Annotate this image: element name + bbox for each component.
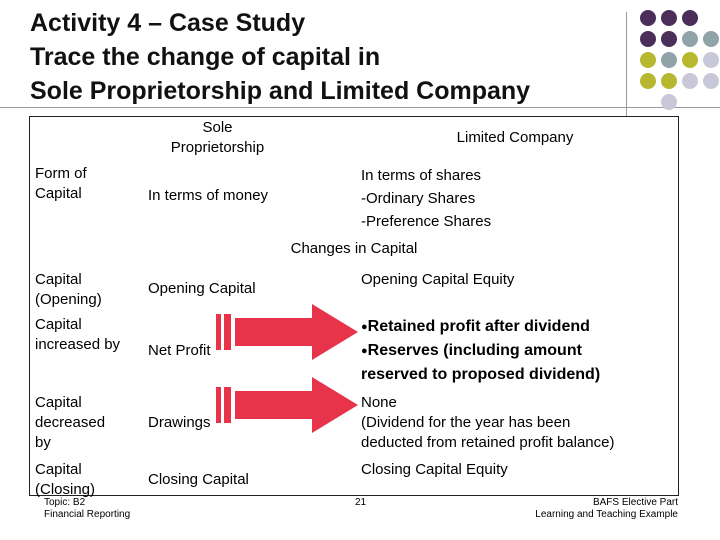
arrow-shape (235, 304, 358, 360)
opening-label-line-2: (Opening) (35, 291, 102, 308)
header-sole-proprietorship (140, 118, 295, 158)
decor-dot (640, 52, 656, 68)
decor-dot (640, 10, 656, 26)
decrease-arrow-icon (212, 375, 362, 435)
footer-course-line-1: BAFS Elective Part (592, 497, 678, 508)
footer-topic (44, 497, 130, 521)
form-limited-line-2: -Ordinary Shares (361, 190, 476, 207)
increased-limited-value (361, 315, 600, 386)
row-label-opening (35, 270, 102, 310)
arrow-bar (216, 387, 221, 423)
decreased-label-line-3: by (35, 434, 51, 451)
arrow-bar (216, 314, 221, 350)
decreased-limited-line-2: (Dividend for the year has been (361, 414, 571, 431)
closing-sole-value: Closing Capital (148, 471, 249, 488)
bullet-icon: ● (361, 345, 368, 357)
arrow-bar (224, 314, 231, 350)
form-limited-value (361, 164, 491, 233)
footer-course (480, 497, 678, 521)
form-label-line-1: Form of (35, 165, 87, 182)
decor-dot (661, 94, 677, 110)
decor-dot (640, 31, 656, 47)
decor-dot (682, 10, 698, 26)
decreased-label-line-1: Capital (35, 394, 82, 411)
decor-dot-grid (640, 10, 720, 120)
arrow-bar (224, 387, 231, 423)
decor-dot (682, 31, 698, 47)
decor-dot (703, 73, 719, 89)
row-label-decreased (35, 393, 105, 453)
title-line-2: Trace the change of capital in (30, 43, 381, 71)
header-sole-line-1: Sole (202, 119, 233, 136)
decor-dot (703, 52, 719, 68)
decor-dot (661, 10, 677, 26)
decor-dot (640, 73, 656, 89)
opening-sole-value: Opening Capital (148, 280, 256, 297)
decor-horizontal-line (0, 107, 720, 108)
decor-dot (661, 52, 677, 68)
opening-label-line-1: Capital (35, 271, 82, 288)
form-limited-line-1: In terms of shares (361, 167, 482, 184)
section-heading-changes-in-capital: Changes in Capital (290, 240, 418, 257)
decor-dot (682, 52, 698, 68)
footer-page-number: 21 (355, 497, 367, 508)
increased-bullet-2-continuation: reserved to proposed dividend) (361, 366, 601, 383)
decor-dot (661, 31, 677, 47)
increase-arrow-icon (212, 302, 362, 362)
header-limited-company: Limited Company (456, 129, 574, 146)
opening-limited-value: Opening Capital Equity (361, 271, 515, 288)
decreased-limited-line-3: deducted from retained profit balance) (361, 434, 615, 451)
slide-title (30, 6, 620, 108)
increased-sole-value: Net Profit (148, 342, 211, 359)
footer-course-line-2: Learning and Teaching Example (535, 509, 678, 520)
decor-dot (661, 73, 677, 89)
form-label-line-2: Capital (35, 185, 82, 202)
bullet-icon: ● (361, 321, 368, 333)
title-line-3: Sole Proprietorship and Limited Company (30, 77, 531, 105)
form-limited-line-3: -Preference Shares (361, 213, 492, 230)
decreased-limited-line-1: None (361, 394, 397, 411)
decor-dot (703, 31, 719, 47)
arrow-shape (235, 377, 358, 433)
decreased-limited-value (361, 393, 614, 453)
increased-limited-bullet-1 (361, 315, 600, 339)
form-sole-value: In terms of money (148, 187, 269, 204)
increased-label-line-1: Capital (35, 316, 82, 333)
row-label-closing (35, 460, 95, 500)
footer-topic-line-2: Financial Reporting (44, 509, 131, 520)
increased-bullet-1-text: Retained profit after dividend (367, 318, 590, 335)
title-line-1: Activity 4 – Case Study (30, 9, 306, 37)
closing-limited-value: Closing Capital Equity (361, 461, 508, 478)
decreased-sole-value: Drawings (148, 414, 211, 431)
footer-topic-line-1: Topic: B2 (44, 497, 86, 508)
header-sole-line-2: Proprietorship (170, 139, 265, 156)
increased-label-line-2: increased by (35, 336, 121, 353)
closing-label-line-2: (Closing) (35, 481, 96, 498)
decor-dot (682, 73, 698, 89)
row-label-form-of-capital (35, 164, 87, 204)
decor-vertical-line (626, 12, 627, 117)
row-label-increased (35, 315, 120, 355)
decreased-label-line-2: decreased (35, 414, 106, 431)
increased-bullet-2-text: Reserves (including amount (367, 342, 582, 359)
increased-limited-bullet-2 (361, 339, 600, 363)
closing-label-line-1: Capital (35, 461, 82, 478)
